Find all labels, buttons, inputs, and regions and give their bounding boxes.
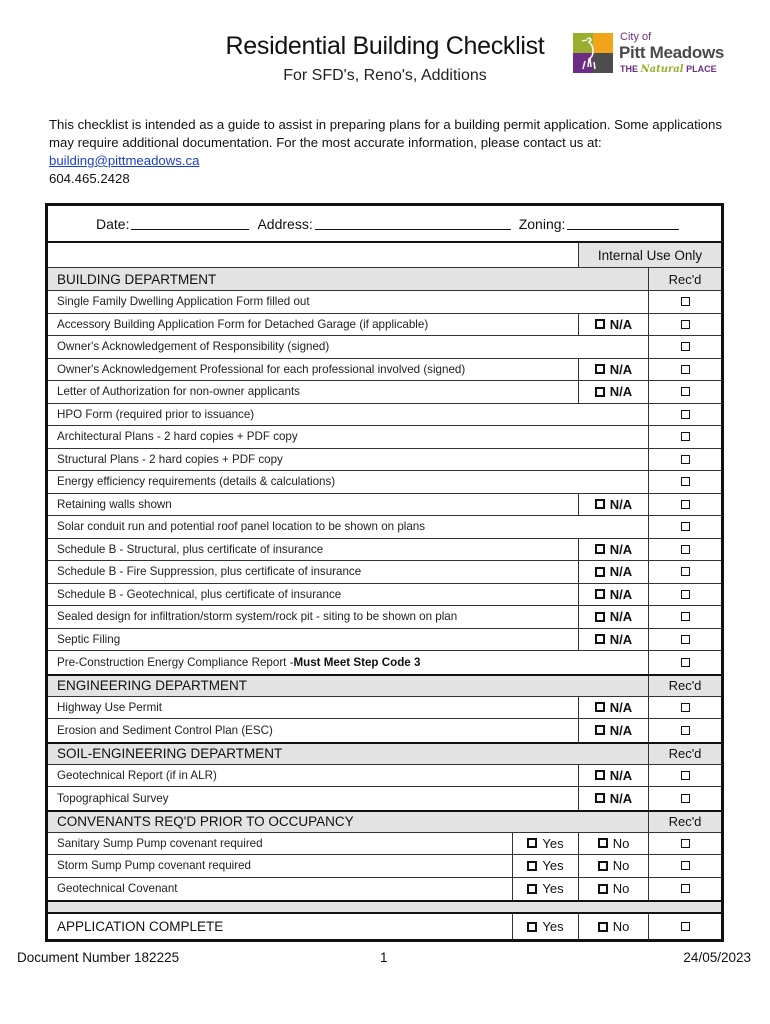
na-checkbox[interactable]: N/A xyxy=(578,697,648,719)
application-complete-label: APPLICATION COMPLETE xyxy=(57,919,224,934)
checklist-item-row xyxy=(48,584,721,607)
checkbox-icon xyxy=(681,477,690,486)
address-label: Address: xyxy=(257,215,313,232)
section-engineering xyxy=(48,674,721,697)
checkbox-icon xyxy=(595,387,605,397)
item-label: Erosion and Sediment Control Plan (ESC) xyxy=(57,723,273,737)
checklist-item-row xyxy=(48,855,721,878)
checkbox-icon xyxy=(527,922,537,932)
logo-tagline-the: THE xyxy=(620,64,638,74)
checklist-item-row xyxy=(48,291,721,314)
checkbox-icon xyxy=(681,387,690,396)
email-link[interactable]: building@pittmeadows.ca xyxy=(49,153,200,168)
item-label: Accessory Building Application Form for Detached Garage (if applicable) xyxy=(57,317,429,331)
yes-checkbox[interactable]: Yes xyxy=(512,878,578,901)
checkbox-icon xyxy=(681,320,690,329)
checkbox-icon xyxy=(598,861,608,871)
recd-checkbox[interactable] xyxy=(648,584,721,606)
recd-checkbox[interactable] xyxy=(648,426,721,448)
item-label: Energy efficiency requirements (details & calculations) xyxy=(57,475,336,489)
checkbox-icon xyxy=(681,522,690,531)
checkbox-icon xyxy=(681,794,690,803)
section-heading: CONVENANTS REQ'D PRIOR TO OCCUPANCY xyxy=(57,814,354,829)
na-checkbox[interactable]: N/A xyxy=(578,719,648,742)
checkbox-icon xyxy=(681,612,690,621)
checkbox-icon xyxy=(527,884,537,894)
recd-checkbox[interactable] xyxy=(648,855,721,877)
checklist-item-row xyxy=(48,833,721,856)
zoning-label: Zoning: xyxy=(518,215,566,232)
checkbox-icon xyxy=(595,364,605,374)
checkbox-icon xyxy=(595,499,605,509)
checkbox-icon xyxy=(681,567,690,576)
na-checkbox[interactable]: N/A xyxy=(578,765,648,787)
item-label: HPO Form (required prior to issuance) xyxy=(57,407,255,421)
recd-checkbox[interactable] xyxy=(648,494,721,516)
checklist-item-row xyxy=(48,426,721,449)
checkbox-icon xyxy=(595,725,605,735)
section-heading: SOIL-ENGINEERING DEPARTMENT xyxy=(57,746,283,761)
no-checkbox[interactable]: No xyxy=(578,878,648,901)
checklist-item-row xyxy=(48,561,721,584)
recd-checkbox[interactable] xyxy=(648,606,721,628)
recd-checkbox[interactable] xyxy=(648,787,721,810)
item-label: Schedule B - Fire Suppression, plus certificate of insurance xyxy=(57,565,362,579)
section-heading: ENGINEERING DEPARTMENT xyxy=(57,678,248,693)
checkbox-icon xyxy=(681,432,690,441)
item-label: Solar conduit run and potential roof panel location to be shown on plans xyxy=(57,520,426,534)
recd-checkbox[interactable] xyxy=(648,765,721,787)
checklist-item-row xyxy=(48,449,721,472)
na-checkbox[interactable]: N/A xyxy=(578,584,648,606)
item-label: Geotechnical Report (if in ALR) xyxy=(57,768,217,782)
checkbox-icon xyxy=(681,658,690,667)
item-label: Sanitary Sump Pump covenant required xyxy=(57,836,263,850)
checklist-item-row xyxy=(48,765,721,788)
section-covenants xyxy=(48,810,721,833)
yes-checkbox[interactable]: Yes xyxy=(512,855,578,877)
document-number: Document Number 182225 xyxy=(17,950,180,965)
recd-checkbox[interactable] xyxy=(648,359,721,381)
page-title: Residential Building Checklist xyxy=(225,32,545,60)
recd-header: Rec'd xyxy=(648,744,721,764)
checkbox-icon xyxy=(681,703,690,712)
na-checkbox[interactable]: N/A xyxy=(578,606,648,628)
checkbox-icon xyxy=(595,634,605,644)
item-label: Geotechnical Covenant xyxy=(57,882,178,896)
item-label: Schedule B - Geotechnical, plus certificate of insurance xyxy=(57,587,342,601)
checkbox-icon xyxy=(681,410,690,419)
checklist-item-row xyxy=(48,404,721,427)
checklist-item-row xyxy=(48,539,721,562)
item-label: Owner's Acknowledgement of Responsibility (signed) xyxy=(57,340,330,354)
checkbox-icon xyxy=(527,861,537,871)
logo-city-of: City of xyxy=(620,31,652,43)
date-field[interactable] xyxy=(131,217,249,230)
checklist-item-row xyxy=(48,381,721,404)
logo-tagline-natural: Natural xyxy=(640,64,684,75)
checkbox-icon xyxy=(681,545,690,554)
na-checkbox[interactable]: N/A xyxy=(578,494,648,516)
internal-use-label: Internal Use Only xyxy=(578,243,721,267)
recd-checkbox[interactable] xyxy=(648,471,721,493)
zoning-field[interactable] xyxy=(567,217,679,230)
item-label: Retaining walls shown xyxy=(57,497,172,511)
checkbox-icon xyxy=(681,500,690,509)
na-checkbox[interactable]: N/A xyxy=(578,314,648,336)
checkbox-icon xyxy=(681,839,690,848)
intro-paragraph xyxy=(49,116,739,188)
application-complete-row xyxy=(48,914,721,939)
recd-checkbox[interactable] xyxy=(648,914,721,939)
na-checkbox[interactable]: N/A xyxy=(578,561,648,583)
checklist-item-row xyxy=(48,878,721,901)
na-checkbox[interactable]: N/A xyxy=(578,359,648,381)
checkbox-icon xyxy=(598,884,608,894)
item-label: Pre-Construction Energy Compliance Report - Must Meet Step Code 3 xyxy=(57,655,421,669)
na-checkbox[interactable]: N/A xyxy=(578,787,648,810)
item-label: Architectural Plans - 2 hard copies + PDF copy xyxy=(57,430,298,444)
checklist-item-row xyxy=(48,494,721,517)
recd-checkbox[interactable] xyxy=(648,629,721,651)
logo-tagline-place: PLACE xyxy=(686,64,717,74)
checkbox-icon xyxy=(681,342,690,351)
checkbox-icon xyxy=(595,770,605,780)
checkbox-icon xyxy=(595,567,605,577)
recd-checkbox[interactable] xyxy=(648,449,721,471)
checklist-item-row xyxy=(48,336,721,359)
form-fields-row xyxy=(48,206,721,243)
checklist-table xyxy=(45,203,724,942)
city-logo xyxy=(573,33,725,77)
checklist-item-row xyxy=(48,606,721,629)
na-checkbox[interactable]: N/A xyxy=(578,381,648,403)
checkbox-icon xyxy=(681,635,690,644)
item-label: Storm Sump Pump covenant required xyxy=(57,859,251,873)
checkbox-icon xyxy=(681,861,690,870)
item-label: Septic Filing xyxy=(57,632,121,646)
checkbox-icon xyxy=(595,319,605,329)
item-label: Owner's Acknowledgement Professional for each professional involved (signed) xyxy=(57,362,466,376)
item-label: Schedule B - Structural, plus certificate of insurance xyxy=(57,542,324,556)
checkbox-icon xyxy=(527,838,537,848)
checklist-item-row xyxy=(48,314,721,337)
address-field[interactable] xyxy=(315,217,511,230)
checklist-item-row xyxy=(48,629,721,652)
checkbox-icon xyxy=(595,544,605,554)
checklist-item-row xyxy=(48,359,721,382)
checkbox-icon xyxy=(681,297,690,306)
recd-checkbox[interactable] xyxy=(648,697,721,719)
recd-checkbox[interactable] xyxy=(648,539,721,561)
section-soil-engineering xyxy=(48,742,721,765)
spacer-row xyxy=(48,900,721,914)
na-checkbox[interactable]: N/A xyxy=(578,629,648,651)
page-number: 1 xyxy=(380,950,388,965)
checklist-item-row xyxy=(48,787,721,810)
internal-use-row xyxy=(48,243,721,268)
checkbox-icon xyxy=(595,702,605,712)
checkbox-icon xyxy=(595,589,605,599)
checklist-item-row xyxy=(48,719,721,742)
recd-checkbox[interactable] xyxy=(648,381,721,403)
item-label: Structural Plans - 2 hard copies + PDF copy xyxy=(57,452,283,466)
checkbox-icon xyxy=(681,365,690,374)
checkbox-icon xyxy=(681,884,690,893)
recd-checkbox[interactable] xyxy=(648,336,721,358)
item-label: Topographical Survey xyxy=(57,791,169,805)
checkbox-icon xyxy=(595,793,605,803)
checkbox-icon xyxy=(681,590,690,599)
checklist-item-row xyxy=(48,697,721,720)
section-building xyxy=(48,268,721,291)
document-date: 24/05/2023 xyxy=(683,950,751,965)
checkbox-icon xyxy=(681,455,690,464)
recd-checkbox[interactable] xyxy=(648,719,721,742)
na-checkbox[interactable]: N/A xyxy=(578,539,648,561)
logo-name: Pitt Meadows xyxy=(619,43,725,62)
no-checkbox[interactable]: No xyxy=(578,855,648,877)
item-label: Sealed design for infiltration/storm system/rock pit - siting to be shown on plan xyxy=(57,610,458,624)
checkbox-icon xyxy=(681,726,690,735)
heron-icon xyxy=(581,37,599,71)
no-checkbox[interactable]: No xyxy=(578,914,648,939)
checklist-item-row xyxy=(48,471,721,494)
item-label-emphasis: Must Meet Step Code 3 xyxy=(293,655,421,669)
phone-number: 604.465.2428 xyxy=(49,171,130,186)
recd-checkbox[interactable] xyxy=(648,404,721,426)
yes-checkbox[interactable]: Yes xyxy=(512,914,578,939)
checkbox-icon xyxy=(598,838,608,848)
intro-text: This checklist is intended as a guide to assist in preparing plans for a building permit application. Some applications may require additional documentation. For the most accurate information, please contact us at: xyxy=(49,117,722,150)
date-label: Date: xyxy=(96,215,130,232)
page-subtitle: For SFD's, Reno's, Additions xyxy=(283,67,487,84)
item-label: Letter of Authorization for non-owner applicants xyxy=(57,385,300,399)
recd-checkbox[interactable] xyxy=(648,314,721,336)
logo-tagline xyxy=(620,64,717,75)
checkbox-icon xyxy=(681,771,690,780)
recd-checkbox[interactable] xyxy=(648,561,721,583)
checklist-item-row xyxy=(48,651,721,674)
checkbox-icon xyxy=(681,922,690,931)
no-checkbox[interactable]: No xyxy=(578,833,648,855)
recd-header: Rec'd xyxy=(648,676,721,696)
recd-checkbox[interactable] xyxy=(648,516,721,538)
recd-header: Rec'd xyxy=(648,268,721,290)
recd-checkbox[interactable] xyxy=(648,878,721,901)
item-label: Single Family Dwelling Application Form filled out xyxy=(57,295,310,309)
checklist-item-row xyxy=(48,516,721,539)
checkbox-icon xyxy=(598,922,608,932)
recd-checkbox[interactable] xyxy=(648,833,721,855)
yes-checkbox[interactable]: Yes xyxy=(512,833,578,855)
section-heading: BUILDING DEPARTMENT xyxy=(57,271,217,287)
item-label: Highway Use Permit xyxy=(57,700,163,714)
recd-checkbox[interactable] xyxy=(648,651,721,674)
checkbox-icon xyxy=(595,612,605,622)
recd-checkbox[interactable] xyxy=(648,291,721,313)
recd-header: Rec'd xyxy=(648,812,721,832)
